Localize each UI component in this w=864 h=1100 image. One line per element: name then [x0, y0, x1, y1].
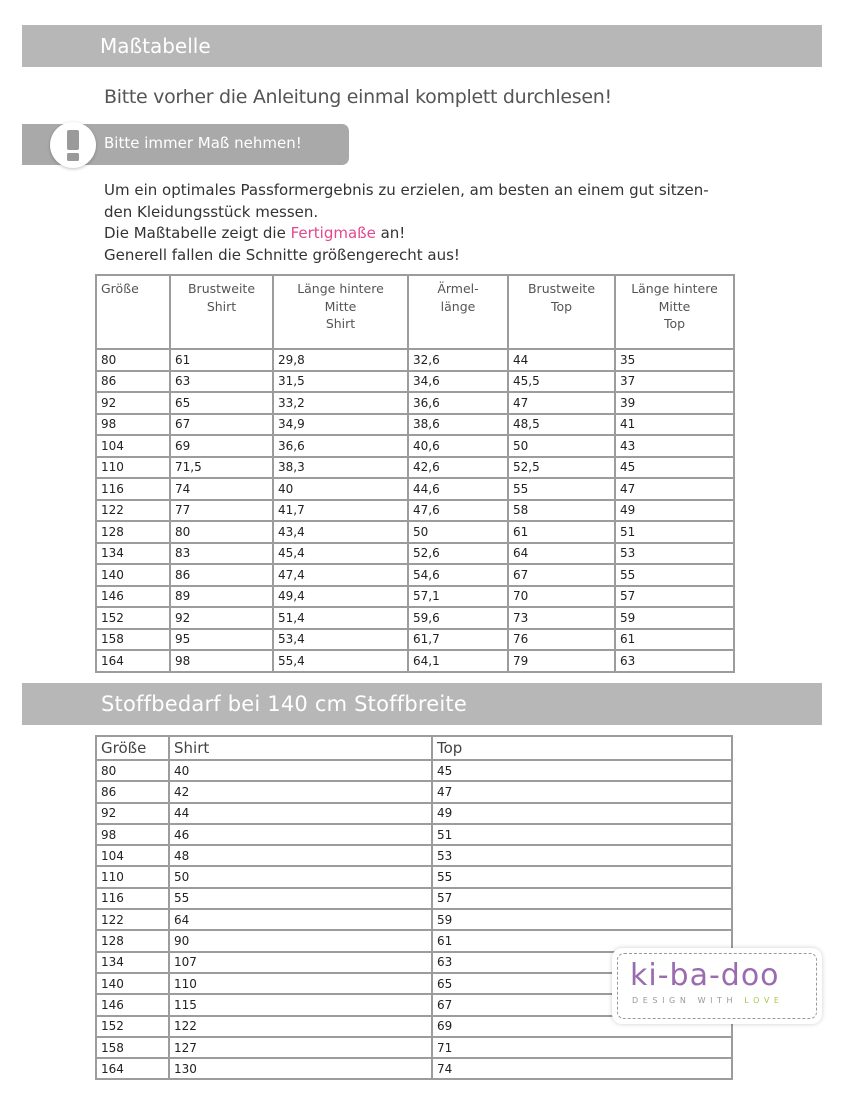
table-cell: 42	[169, 781, 432, 802]
table-cell: 34,9	[273, 414, 408, 436]
logo-tagline-main: DESIGN WITH	[632, 996, 745, 1005]
table-row	[96, 521, 734, 543]
table-cell: 55	[508, 478, 615, 500]
table-cell: 89	[170, 586, 273, 608]
table-cell: 65	[170, 392, 273, 414]
header-line: Top	[663, 316, 686, 331]
logo-wordmark: ki-ba-doo	[630, 958, 780, 993]
table-cell: 29,8	[273, 349, 408, 371]
table-cell: 152	[96, 607, 170, 629]
table-row	[96, 457, 734, 479]
table-cell: 47,4	[273, 564, 408, 586]
table-cell: 104	[96, 845, 169, 866]
table-row	[96, 781, 732, 802]
table-cell: 74	[432, 1058, 732, 1079]
intro-line-3	[104, 223, 744, 245]
table-cell: 80	[96, 349, 170, 371]
size-table	[95, 274, 735, 673]
table-row	[96, 824, 732, 845]
highlight-fertigmasse: Fertigmaße	[290, 224, 376, 242]
table-cell: 41	[615, 414, 734, 436]
table-cell: 92	[96, 392, 170, 414]
table-cell: 57	[615, 586, 734, 608]
size-table-header-cell	[96, 275, 170, 349]
table-cell: 32,6	[408, 349, 508, 371]
header-line: Shirt	[206, 298, 237, 314]
table-cell: 55	[432, 866, 732, 887]
table-cell: 52,5	[508, 457, 615, 479]
table-cell: 74	[170, 478, 273, 500]
exclamation-icon	[50, 122, 96, 168]
table-cell: 43	[615, 435, 734, 457]
table-cell: 158	[96, 1037, 169, 1058]
table-cell: 122	[96, 909, 169, 930]
size-table-header-cell	[508, 275, 615, 349]
table-cell: 67	[508, 564, 615, 586]
table-cell: 38,6	[408, 414, 508, 436]
table-cell: 40,6	[408, 435, 508, 457]
table-cell: 98	[170, 650, 273, 672]
table-row	[96, 1058, 732, 1079]
table-cell: 58	[508, 500, 615, 522]
table-cell: 44	[508, 349, 615, 371]
fabric-banner	[22, 683, 822, 725]
table-row	[96, 371, 734, 393]
table-row	[96, 629, 734, 651]
table-cell: 47	[432, 781, 732, 802]
table-cell: 110	[169, 973, 432, 994]
table-cell: 36,6	[273, 435, 408, 457]
table-cell: 73	[508, 607, 615, 629]
header-line: Shirt	[325, 316, 356, 331]
table-row	[96, 435, 734, 457]
table-row	[96, 478, 734, 500]
table-cell: 55,4	[273, 650, 408, 672]
table-cell: 34,6	[408, 371, 508, 393]
header-line: länge	[440, 298, 476, 314]
size-table-body	[96, 349, 734, 672]
table-cell: 55	[169, 888, 432, 909]
table-cell: 49	[615, 500, 734, 522]
table-cell: 70	[508, 586, 615, 608]
table-cell: 83	[170, 543, 273, 565]
table-cell: 128	[96, 930, 169, 951]
table-cell: 95	[170, 629, 273, 651]
header-line: Länge hintere	[631, 281, 718, 296]
table-cell: 57	[432, 888, 732, 909]
header-line: Ärmel-	[437, 281, 479, 296]
table-cell: 79	[508, 650, 615, 672]
table-cell: 55	[615, 564, 734, 586]
table-row	[96, 349, 734, 371]
table-cell: 59	[615, 607, 734, 629]
fabric-table-header-cell: Shirt	[169, 736, 432, 760]
table-cell: 134	[96, 952, 169, 973]
header-line: Brustweite	[187, 281, 256, 296]
table-cell: 44,6	[408, 478, 508, 500]
table-cell: 43,4	[273, 521, 408, 543]
table-cell: 46	[169, 824, 432, 845]
table-cell: 77	[170, 500, 273, 522]
table-cell: 80	[96, 760, 169, 781]
intro-text	[104, 180, 744, 266]
table-cell: 59	[432, 909, 732, 930]
table-cell: 164	[96, 650, 170, 672]
intro-line-3-after: an!	[375, 224, 406, 242]
table-row	[96, 866, 732, 887]
table-row	[96, 888, 732, 909]
table-cell: 40	[273, 478, 408, 500]
table-cell: 71	[432, 1037, 732, 1058]
table-cell: 86	[96, 781, 169, 802]
table-cell: 45,4	[273, 543, 408, 565]
table-cell: 86	[96, 371, 170, 393]
table-cell: 116	[96, 888, 169, 909]
table-cell: 49	[432, 803, 732, 824]
table-cell: 92	[96, 803, 169, 824]
table-cell: 57,1	[408, 586, 508, 608]
table-cell: 59,6	[408, 607, 508, 629]
table-cell: 53,4	[273, 629, 408, 651]
header-line: Mitte	[658, 298, 691, 314]
table-cell: 61,7	[408, 629, 508, 651]
table-cell: 140	[96, 564, 170, 586]
table-cell: 64	[169, 909, 432, 930]
table-cell: 50	[169, 866, 432, 887]
table-cell: 122	[169, 1016, 432, 1037]
table-cell: 47	[615, 478, 734, 500]
table-cell: 76	[508, 629, 615, 651]
table-cell: 116	[96, 478, 170, 500]
warning-text: Bitte immer Maß nehmen!	[104, 134, 302, 152]
table-cell: 69	[170, 435, 273, 457]
size-table-header-cell	[615, 275, 734, 349]
table-cell: 37	[615, 371, 734, 393]
fabric-table-header-cell: Top	[432, 736, 732, 760]
table-cell: 64,1	[408, 650, 508, 672]
table-cell: 63	[615, 650, 734, 672]
table-cell: 80	[170, 521, 273, 543]
table-cell: 134	[96, 543, 170, 565]
table-cell: 44	[169, 803, 432, 824]
table-row	[96, 909, 732, 930]
table-row	[96, 760, 732, 781]
intro-line-1: Um ein optimales Passformergebnis zu erzielen, am besten an einem gut sitzen-	[104, 181, 709, 199]
table-cell: 86	[170, 564, 273, 586]
table-cell: 47,6	[408, 500, 508, 522]
size-table-header-cell	[408, 275, 508, 349]
header-line: Top	[550, 298, 573, 314]
logo-tagline	[632, 996, 784, 1005]
logo-tagline-love: LOVE	[744, 996, 784, 1005]
table-cell: 98	[96, 824, 169, 845]
table-cell: 48,5	[508, 414, 615, 436]
table-cell: 51	[432, 824, 732, 845]
table-cell: 45	[615, 457, 734, 479]
table-cell: 104	[96, 435, 170, 457]
fabric-table-header-cell: Größe	[96, 736, 169, 760]
table-row	[96, 543, 734, 565]
table-cell: 61	[615, 629, 734, 651]
table-cell: 47	[508, 392, 615, 414]
table-cell: 41,7	[273, 500, 408, 522]
table-row	[96, 564, 734, 586]
subtitle: Bitte vorher die Anleitung einmal komplett durchlesen!	[104, 86, 612, 108]
table-row	[96, 650, 734, 672]
table-cell: 33,2	[273, 392, 408, 414]
table-cell: 92	[170, 607, 273, 629]
fabric-table	[95, 735, 733, 1080]
table-cell: 40	[169, 760, 432, 781]
header-banner	[22, 25, 822, 67]
table-cell: 98	[96, 414, 170, 436]
table-cell: 164	[96, 1058, 169, 1079]
table-cell: 51,4	[273, 607, 408, 629]
table-row	[96, 607, 734, 629]
table-cell: 53	[432, 845, 732, 866]
brand-logo	[612, 948, 822, 1024]
table-cell: 110	[96, 457, 170, 479]
table-cell: 115	[169, 994, 432, 1015]
intro-line-2: den Kleidungsstück messen.	[104, 202, 319, 221]
fabric-title: Stoffbedarf bei 140 cm Stoffbreite	[101, 692, 467, 716]
table-row	[96, 414, 734, 436]
table-cell: 54,6	[408, 564, 508, 586]
table-cell: 130	[169, 1058, 432, 1079]
table-cell: 63	[170, 371, 273, 393]
header-line: Länge hintere	[297, 281, 384, 296]
table-cell: 67	[432, 994, 732, 1015]
table-cell: 90	[169, 930, 432, 951]
table-cell: 65	[432, 973, 732, 994]
header-line: Größe	[101, 281, 139, 296]
header-line: Brustweite	[527, 281, 596, 296]
table-cell: 42,6	[408, 457, 508, 479]
table-cell: 67	[170, 414, 273, 436]
size-table-header-cell	[273, 275, 408, 349]
table-cell: 128	[96, 521, 170, 543]
fabric-table-header	[96, 736, 732, 760]
table-cell: 49,4	[273, 586, 408, 608]
table-cell: 53	[615, 543, 734, 565]
table-cell: 64	[508, 543, 615, 565]
table-cell: 107	[169, 952, 432, 973]
table-row	[96, 586, 734, 608]
table-cell: 146	[96, 586, 170, 608]
table-cell: 52,6	[408, 543, 508, 565]
table-cell: 152	[96, 1016, 169, 1037]
table-cell: 50	[408, 521, 508, 543]
table-cell: 38,3	[273, 457, 408, 479]
size-table-header	[96, 275, 734, 349]
table-cell: 146	[96, 994, 169, 1015]
table-cell: 36,6	[408, 392, 508, 414]
table-cell: 71,5	[170, 457, 273, 479]
table-row	[96, 1037, 732, 1058]
page-title: Maßtabelle	[100, 34, 211, 58]
table-cell: 110	[96, 866, 169, 887]
table-cell: 35	[615, 349, 734, 371]
table-cell: 158	[96, 629, 170, 651]
table-cell: 140	[96, 973, 169, 994]
table-row	[96, 845, 732, 866]
table-cell: 45	[432, 760, 732, 781]
size-table-header-cell	[170, 275, 273, 349]
table-cell: 51	[615, 521, 734, 543]
table-cell: 45,5	[508, 371, 615, 393]
table-cell: 127	[169, 1037, 432, 1058]
table-row	[96, 500, 734, 522]
table-row	[96, 803, 732, 824]
table-cell: 50	[508, 435, 615, 457]
table-cell: 39	[615, 392, 734, 414]
table-cell: 61	[170, 349, 273, 371]
table-cell: 31,5	[273, 371, 408, 393]
fabric-table-body	[96, 760, 732, 1079]
table-cell: 122	[96, 500, 170, 522]
intro-line-3-before: Die Maßtabelle zeigt die	[104, 224, 291, 242]
table-cell: 61	[432, 930, 732, 951]
intro-line-4: Generell fallen die Schnitte größengerecht aus!	[104, 245, 460, 264]
header-line: Mitte	[324, 298, 357, 314]
table-cell: 69	[432, 1016, 732, 1037]
table-cell: 61	[508, 521, 615, 543]
table-row	[96, 392, 734, 414]
table-cell: 48	[169, 845, 432, 866]
table-cell: 63	[432, 952, 732, 973]
